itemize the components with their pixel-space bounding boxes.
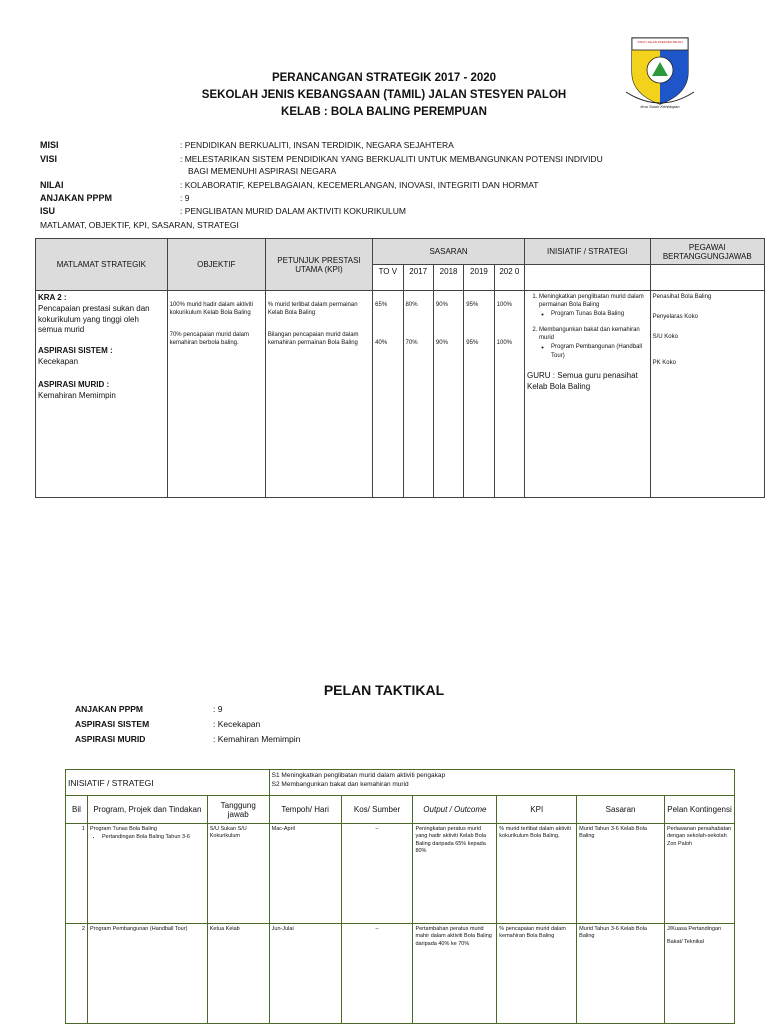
row2-bil: 2 xyxy=(66,924,88,1024)
cell-2020 xyxy=(494,291,524,498)
sasaran-2018-2: 90% xyxy=(435,340,448,347)
pelan-anjakan-value: : 9 xyxy=(213,704,223,714)
inisiatif-1-sub: ◦ Program Tunas Bola Baling xyxy=(551,310,648,318)
doc-title-line3: KELAB : BOLA BALING PEREMPUAN xyxy=(281,106,487,118)
aspirasi-sistem-value: Kecekapan xyxy=(38,356,79,366)
kra-label: KRA 2 : xyxy=(38,293,67,302)
row1-kos: – xyxy=(341,824,413,924)
row1-program xyxy=(87,824,207,924)
info-value-isu: : PENGLIBATAN MURID DALAM AKTIVITI KOKURIKULUM xyxy=(180,206,406,216)
section-subtitle: MATLAMAT, OBJEKTIF, KPI, SASARAN, STRATEGI xyxy=(40,220,239,230)
row2-sasaran: Murid Tahun 3-6 Kelab Bola Baling xyxy=(577,924,665,1024)
row1-pelan: Perlawanan persahabatan dengan sekolah-sekolah Zon Paloh xyxy=(665,824,735,924)
th-kos: Kos/ Sumber xyxy=(341,796,413,824)
inisiatif-1-text: Meningkatkan penglibatan murid dalam permainan Bola Baling xyxy=(539,294,644,309)
th-objektif: OBJEKTIF xyxy=(167,239,265,291)
th-kpi: PETUNJUK PRESTASI UTAMA (KPI) xyxy=(265,239,372,291)
th-tempoh: Tempoh/ Hari xyxy=(269,796,341,824)
th-2017: 2017 xyxy=(403,265,433,291)
aspirasi-murid-label: ASPIRASI MURID : xyxy=(38,379,110,389)
th-2018: 2018 xyxy=(433,265,463,291)
th-tov: TO V xyxy=(373,265,403,291)
pelan-murid-value: : Kemahiran Memimpin xyxy=(213,734,301,744)
info-label-nilai: NILAI xyxy=(40,180,64,190)
strategi-s1: S1 Meningkatkan penglibatan murid dalam aktiviti pengakap xyxy=(271,772,446,779)
th-sasaran2: Sasaran xyxy=(577,796,665,824)
row1-tempoh: Mac-April xyxy=(269,824,341,924)
doc-title-line1: PERANCANGAN STRATEGIK 2017 - 2020 xyxy=(271,72,497,84)
doc-title-line2: SEKOLAH JENIS KEBANGSAAN (TAMIL) JALAN STESYEN PALOH xyxy=(201,89,567,101)
sasaran-2019-2: 95% xyxy=(466,340,479,347)
kpi-1: % murid terlibat dalam permainan Kelab Bola Baling xyxy=(267,302,358,317)
pegawai-1: Penasihat Bola Baling xyxy=(652,294,712,300)
row2-kpi: % pencapaian murid dalam kemahiran Bola Baling xyxy=(497,924,577,1024)
cell-tov xyxy=(373,291,403,498)
info-value-visi-cont: BAGI MEMENUHI ASPIRASI NEGARA xyxy=(188,166,337,176)
cell-2018 xyxy=(433,291,463,498)
objektif-2: 70% pencapaian murid dalam kemahiran berbola baling. xyxy=(169,332,250,347)
pegawai-3: S/U Koko xyxy=(652,334,678,341)
row1-output: Peningkatan peratus murid yang hadir aktiviti Kelab Bola Baling daripada 65% kepada 80% xyxy=(413,824,497,924)
inisiatif-label: INISIATIF / STRATEGI xyxy=(66,770,270,796)
inisiatif-2 xyxy=(539,326,648,359)
pelan-murid-label: ASPIRASI MURID xyxy=(75,734,146,744)
th-2019: 2019 xyxy=(464,265,494,291)
row2-pelan xyxy=(665,924,735,1024)
info-value-visi: : MELESTARIKAN SISTEM PENDIDIKAN YANG BERKUALITI UNTUK MEMBANGUNKAN POTENSI INDIVIDU xyxy=(180,154,603,164)
th-kpi2: KPI xyxy=(497,796,577,824)
table-row xyxy=(66,924,735,1024)
cell-matlamat xyxy=(36,291,168,498)
th-inisiatif: INISIATIF / STRATEGI xyxy=(525,239,651,265)
row1-bil: 1 xyxy=(66,824,88,924)
sasaran-2019-1: 95% xyxy=(466,302,479,308)
logo-top-text: SJK(T) JALAN STESYEN PALOH xyxy=(637,40,683,44)
strategy-table xyxy=(35,238,765,498)
th-bil: Bil xyxy=(66,796,88,824)
aspirasi-murid-value: Kemahiran Memimpin xyxy=(38,390,116,400)
cell-kpi xyxy=(265,291,372,498)
pegawai-2: Penyelaras Koko xyxy=(652,314,698,321)
cell-objektif xyxy=(167,291,265,498)
row2-tanggung: Ketua Kelab xyxy=(207,924,269,1024)
pelan-sistem-label: ASPIRASI SISTEM xyxy=(75,719,150,729)
sasaran-2017-1: 80% xyxy=(405,302,418,308)
th-output: Output / Outcome xyxy=(413,796,497,824)
th-pegawai: PEGAWAI BERTANGGUNGJAWAB xyxy=(650,239,764,265)
sasaran-2020-1: 100% xyxy=(496,302,512,308)
row1-tanggung: S/U Sukan S/U Kokurikulum xyxy=(207,824,269,924)
cell-inisiatif xyxy=(525,291,651,498)
row2-output: Pertambahan peratus murid mahir dalam aktiviti Bola Baling daripada 40% ke 70% xyxy=(413,924,497,1024)
objektif-1: 100% murid hadir dalam aktiviti kokurikulum Kelab Bola Baling xyxy=(169,302,253,317)
th-2020: 202 0 xyxy=(494,265,524,291)
sasaran-tov-2: 40% xyxy=(375,340,388,347)
cell-2017 xyxy=(403,291,433,498)
th-tanggung: Tanggung jawab xyxy=(207,796,269,824)
th-program: Program, Projek dan Tindakan xyxy=(87,796,207,824)
guru-text: GURU : Semua guru penasihat Kelab Bola Baling xyxy=(527,370,638,391)
info-value-misi: : PENDIDIKAN BERKUALITI, INSAN TERDIDIK, NEGARA SEJAHTERA xyxy=(180,140,454,150)
sasaran-2020-2: 100% xyxy=(496,340,512,347)
cell-2019 xyxy=(464,291,494,498)
strategi-cell xyxy=(269,770,734,796)
row1-program-text: Program Tunas Bola Baling xyxy=(89,826,157,832)
row1-sasaran: Murid Tahun 3-6 Kelab Bola Baling xyxy=(577,824,665,924)
table-row xyxy=(66,824,735,924)
th-matlamat: MATLAMAT STRATEGIK xyxy=(36,239,168,291)
pegawai-4: PK Koko xyxy=(652,360,676,367)
th-pelan: Pelan Kontingensi xyxy=(665,796,735,824)
kpi-2: Bilangan pencapaian murid dalam kemahiran permainan Bola Baling xyxy=(267,332,359,347)
row2-pelan-1: J/Kuasa Pertandingan xyxy=(667,926,722,932)
row1-kpi: % murid terlibat dalam aktiviti kokurikulum Bola Baling. xyxy=(497,824,577,924)
info-label-isu: ISU xyxy=(40,206,56,216)
pelan-sistem-value: : Kecekapan xyxy=(213,719,261,729)
logo-bottom-text: Ilmu Suluh Kehidupan xyxy=(640,104,680,109)
pelan-anjakan-label: ANJAKAN PPPM xyxy=(75,704,144,714)
info-label-misi: MISI xyxy=(40,140,59,150)
row2-pelan-2: Bakat/ Teknikal xyxy=(667,939,704,946)
sasaran-tov-1: 65% xyxy=(375,302,388,308)
sasaran-2017-2: 70% xyxy=(405,340,418,347)
cell-pegawai xyxy=(650,291,764,498)
sasaran-2018-1: 90% xyxy=(435,302,448,308)
strategi-s2: S2 Membangunkan bakat dan kemahiran murid xyxy=(271,780,409,788)
tactical-table xyxy=(65,769,735,1024)
row2-kos: – xyxy=(341,924,413,1024)
inisiatif-2-text: Membangunkan bakat dan kemahiran murid xyxy=(539,327,640,342)
info-value-anjakan: : 9 xyxy=(180,193,190,203)
inisiatif-1 xyxy=(539,293,648,318)
row2-tempoh: Jun-Julai xyxy=(269,924,341,1024)
info-label-visi: VISI xyxy=(40,154,58,164)
info-value-nilai: : KOLABORATIF, KEPELBAGAIAN, KECEMERLANGAN, INOVASI, INTEGRITI DAN HORMAT xyxy=(180,180,539,190)
aspirasi-sistem-label: ASPIRASI SISTEM : xyxy=(38,346,113,356)
kra-text: Pencapaian prestasi sukan dan kokurikulum yang tinggi oleh semua murid xyxy=(38,303,150,335)
info-label-anjakan: ANJAKAN PPPM xyxy=(40,193,113,203)
row1-program-sub: • Pertandingan Bola Baling Tahun 3-6 xyxy=(102,834,205,841)
inisiatif-2-sub: ◦ Program Pembangunan (Handball Tour) xyxy=(551,343,648,359)
pelan-title: PELAN TAKTIKAL xyxy=(323,682,445,698)
th-sasaran: SASARAN xyxy=(373,239,525,265)
row2-program: Program Pembangunan (Handball Tour) xyxy=(87,924,207,1024)
